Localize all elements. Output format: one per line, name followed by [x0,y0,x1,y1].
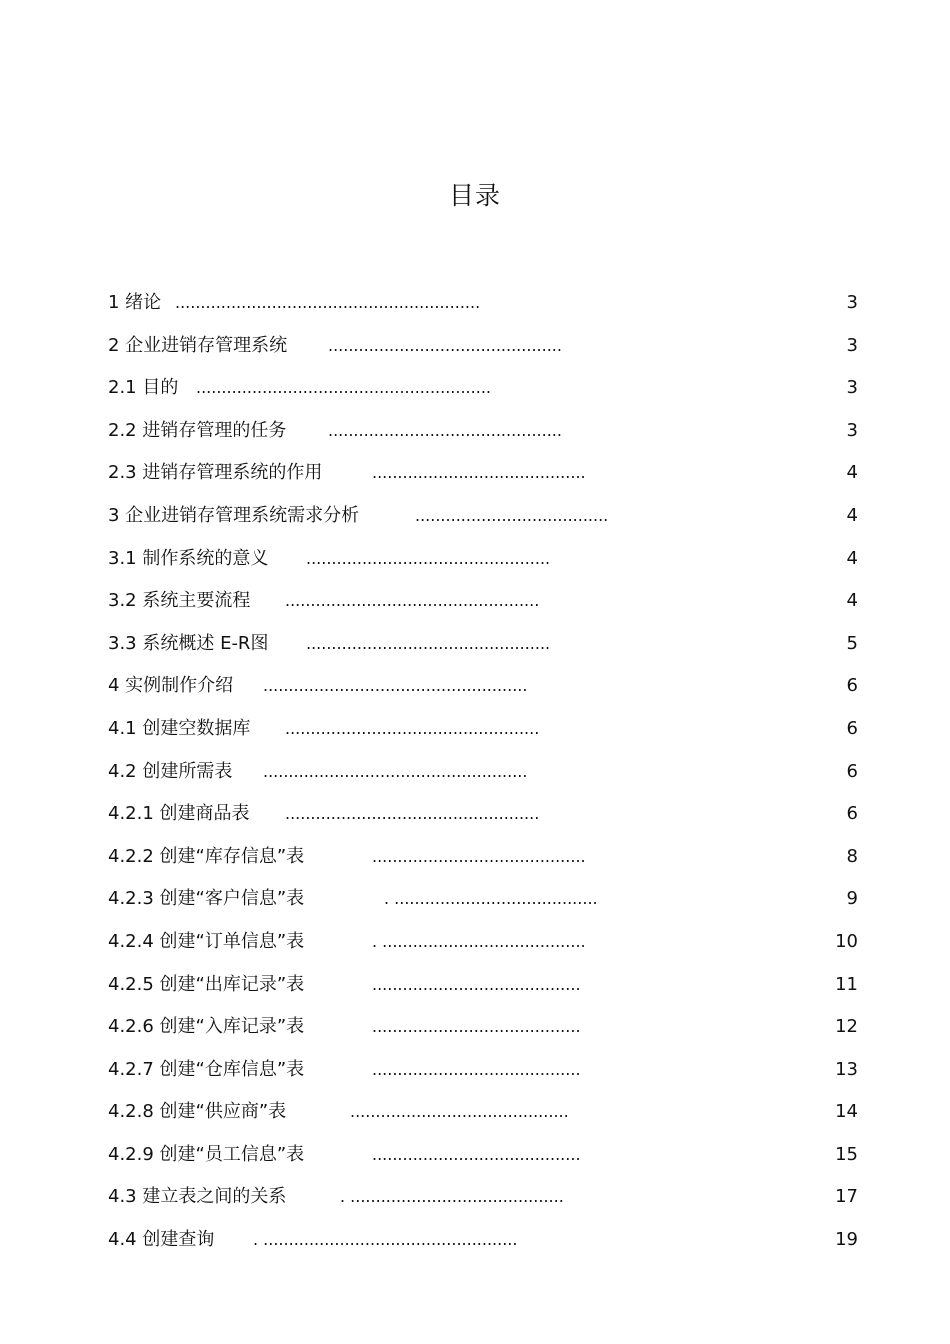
toc-page-number: 3 [846,334,858,356]
toc-page-number: 9 [846,888,858,910]
toc-entry[interactable] [108,836,858,879]
toc-entry[interactable] [108,665,858,708]
toc-entry-label: 3.1 制作系统的意义 [108,547,269,569]
toc-dot-leader: .......................................... [372,846,586,866]
toc-page-number: 3 [846,419,858,441]
toc-page-number: 12 [835,1016,858,1038]
toc-dot-leader: ...................................... [415,505,609,525]
toc-page-number: 6 [846,803,858,825]
toc-page-number: 15 [835,1143,858,1165]
toc-page-number: 6 [846,760,858,782]
toc-entry-label: 4.2.8 创建“供应商”表 [108,1101,287,1123]
toc-page-number: 13 [835,1058,858,1080]
toc-entry-label: 3.2 系统主要流程 [108,590,251,612]
toc-entry[interactable] [108,1134,858,1177]
toc-page-number: 11 [835,973,858,995]
toc-dot-leader: ................................................ [306,633,551,653]
toc-entry-label: 4.1 创建空数据库 [108,717,251,739]
toc-page-number: 19 [835,1229,858,1251]
toc-entry-label: 1 绪论 [108,292,162,313]
toc-dot-leader: .................................................... [263,676,528,696]
toc-dot-leader: .......................................... [372,463,586,483]
toc-entry-label: 4 实例制作介绍 [108,675,234,697]
toc-page-number: 4 [846,462,858,484]
table-of-contents [108,282,858,1262]
toc-entry[interactable] [108,793,858,836]
toc-entry-label: 3.3 系统概述 E-R图 [108,632,269,654]
toc-entry-label: 4.2.3 创建“客户信息”表 [108,888,305,910]
toc-page-number: 8 [846,845,858,867]
toc-page-number: 3 [846,377,858,399]
toc-dot-leader: .............................................. [328,420,562,440]
toc-entry[interactable] [108,367,858,410]
toc-entry[interactable] [108,1091,858,1134]
toc-page-number: 4 [846,590,858,612]
toc-entry[interactable] [108,708,858,751]
toc-entry[interactable] [108,1176,858,1219]
toc-dot-leader: .................................................. [285,591,540,611]
toc-dot-leader: ......................................... [372,974,581,994]
toc-entry-label: 4.4 创建查询 [108,1229,215,1251]
toc-dot-leader: . .................................................. [253,1230,518,1250]
toc-page-number: 10 [835,930,858,952]
toc-entry-label: 2 企业进销存管理系统 [108,334,288,356]
toc-entry[interactable] [108,495,858,538]
toc-page-number: 6 [846,717,858,739]
toc-dot-leader: .................................................. [285,718,540,738]
toc-entry-label: 2.1 目的 [108,377,179,399]
toc-entry[interactable] [108,410,858,453]
toc-page-number: 17 [835,1186,858,1208]
toc-entry-label: 4.3 建立表之间的关系 [108,1186,287,1208]
toc-entry-label: 4.2.5 创建“出库记录”表 [108,973,305,995]
toc-entry-label: 4.2.9 创建“员工信息”表 [108,1143,305,1165]
toc-entry[interactable] [108,282,858,325]
toc-dot-leader: . ........................................ [384,889,598,909]
toc-entry[interactable] [108,964,858,1007]
toc-entry-label: 4.2 创建所需表 [108,760,233,782]
page-title: 目录 [448,181,501,210]
toc-entry-label: 4.2.7 创建“仓库信息”表 [108,1058,305,1080]
toc-dot-leader: .................................................... [263,761,528,781]
toc-dot-leader: . ........................................ [372,931,586,951]
toc-entry[interactable] [108,878,858,921]
toc-dot-leader: .................................................. [285,804,540,824]
toc-page-number: 4 [846,547,858,569]
toc-entry-label: 4.2.4 创建“订单信息”表 [108,930,305,952]
toc-entry[interactable] [108,538,858,581]
toc-dot-leader: ........................................... [350,1102,569,1122]
toc-entry[interactable] [108,580,858,623]
toc-entry[interactable] [108,1219,858,1262]
toc-entry[interactable] [108,1006,858,1049]
toc-dot-leader: ............................................................ [175,293,481,312]
toc-entry[interactable] [108,623,858,666]
toc-dot-leader: .......................................................... [196,378,491,398]
toc-entry[interactable] [108,325,858,368]
toc-entry-label: 4.2.6 创建“入库记录”表 [108,1016,305,1038]
toc-entry-label: 4.2.2 创建“库存信息”表 [108,845,305,867]
toc-page-number: 6 [846,675,858,697]
toc-dot-leader: ......................................... [372,1144,581,1164]
toc-entry[interactable] [108,1049,858,1092]
toc-entry-label: 2.2 进销存管理的任务 [108,419,287,441]
toc-dot-leader: . .......................................... [340,1187,564,1207]
toc-dot-leader: .............................................. [328,335,562,355]
toc-dot-leader: ......................................... [372,1017,581,1037]
toc-entry-label: 3 企业进销存管理系统需求分析 [108,504,360,526]
toc-entry-label: 4.2.1 创建商品表 [108,803,250,825]
toc-entry-label: 2.3 进销存管理系统的作用 [108,462,323,484]
toc-entry[interactable] [108,921,858,964]
toc-page-number: 3 [846,292,858,313]
toc-entry[interactable] [108,751,858,794]
toc-dot-leader: ......................................... [372,1059,581,1079]
toc-dot-leader: ................................................ [306,548,551,568]
toc-page-number: 14 [835,1101,858,1123]
toc-page-number: 4 [846,504,858,526]
toc-page-number: 5 [846,632,858,654]
toc-entry[interactable] [108,452,858,495]
